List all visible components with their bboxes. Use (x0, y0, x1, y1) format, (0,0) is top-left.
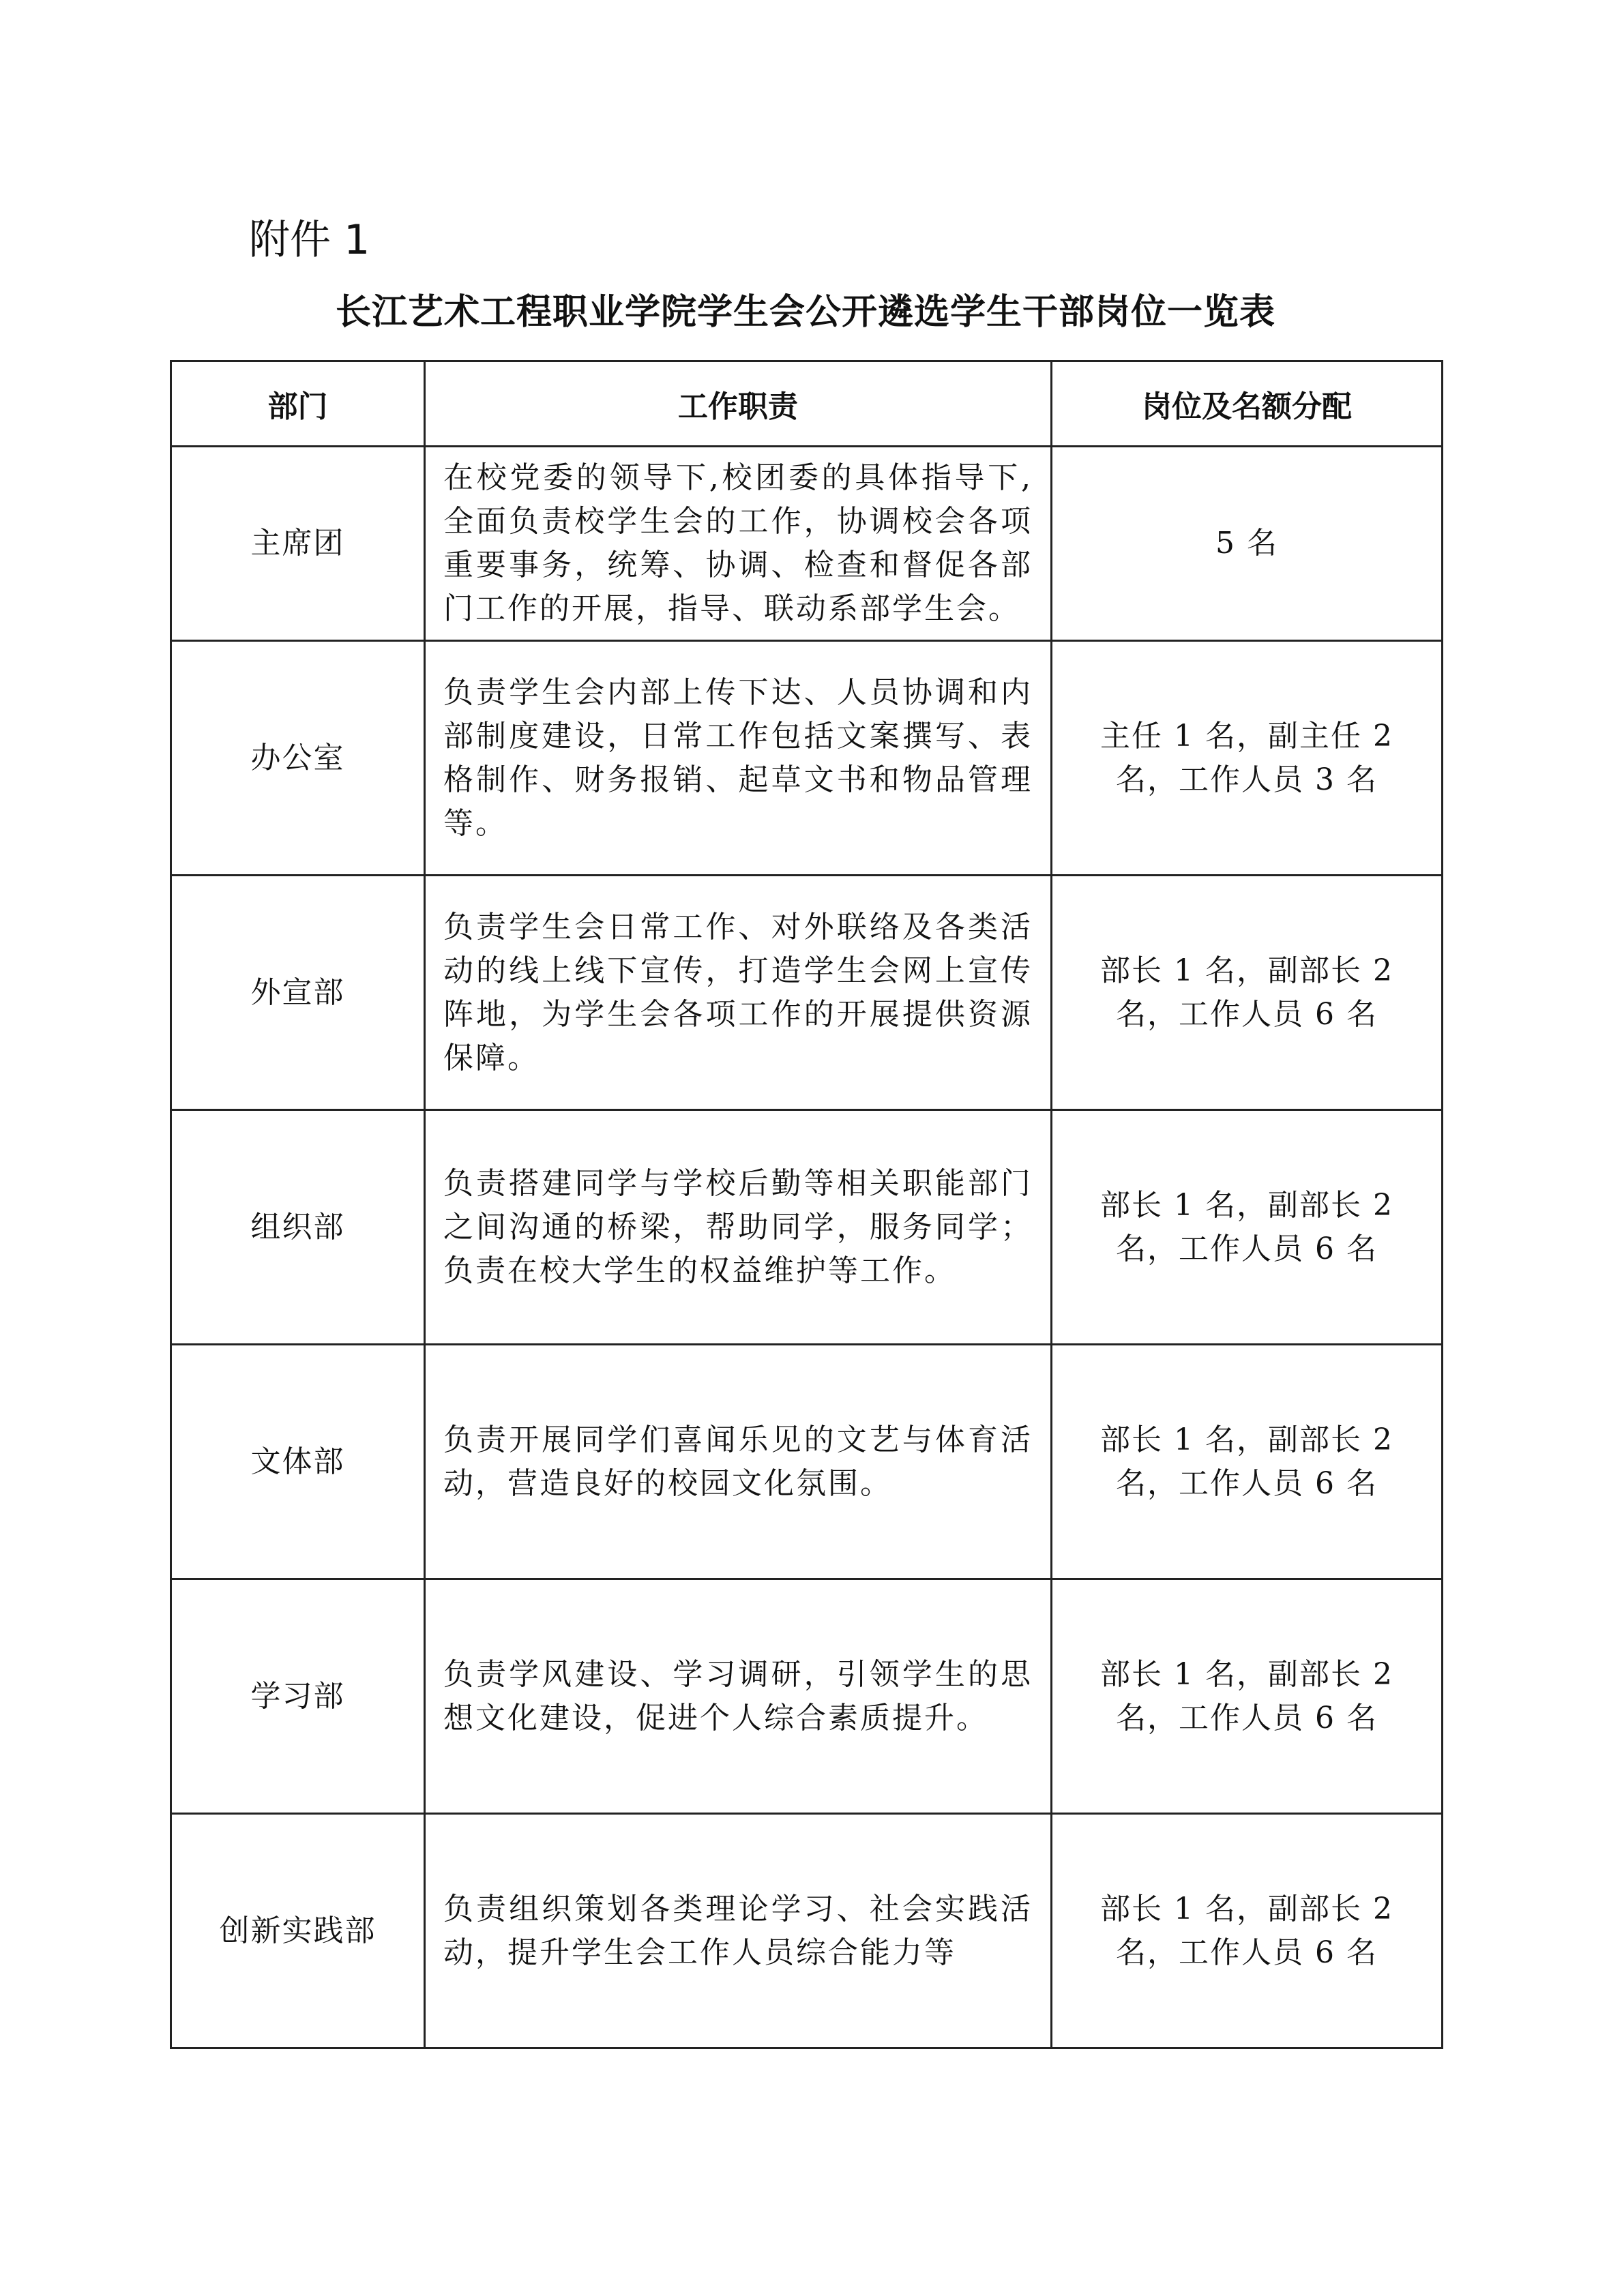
quota-cell: 部长 1 名，副部长 2 名，工作人员 6 名 (1052, 1579, 1443, 1814)
quota-cell: 5 名 (1052, 447, 1443, 641)
header-quota: 岗位及名额分配 (1052, 361, 1443, 447)
department-cell: 学习部 (171, 1579, 425, 1814)
duties-cell: 负责组织策划各类理论学习、社会实践活动，提升学生会工作人员综合能力等 (425, 1814, 1052, 2048)
department-cell: 办公室 (171, 641, 425, 876)
department-cell: 文体部 (171, 1345, 425, 1579)
quota-cell: 部长 1 名，副部长 2 名，工作人员 6 名 (1052, 876, 1443, 1110)
quota-cell: 部长 1 名，副部长 2 名，工作人员 6 名 (1052, 1345, 1443, 1579)
department-cell: 创新实践部 (171, 1814, 425, 2048)
department-cell: 外宣部 (171, 876, 425, 1110)
table-row (171, 876, 1443, 1110)
table-row (171, 447, 1443, 641)
duties-cell: 负责学生会日常工作、对外联络及各类活动的线上线下宣传，打造学生会网上宣传阵地，为学生会各项工作的开展提供资源保障。 (425, 876, 1052, 1110)
department-cell: 组织部 (171, 1110, 425, 1345)
quota-cell: 主任 1 名，副主任 2 名，工作人员 3 名 (1052, 641, 1443, 876)
header-duties: 工作职责 (425, 361, 1052, 447)
duties-cell: 负责学生会内部上传下达、人员协调和内部制度建设，日常工作包括文案撰写、表格制作、财务报销、起草文书和物品管理等。 (425, 641, 1052, 876)
duties-cell: 在校党委的领导下,校团委的具体指导下,全面负责校学生会的工作，协调校会各项重要事务，统筹、协调、检查和督促各部门工作的开展，指导、联动系部学生会。 (425, 447, 1052, 641)
table-row (171, 641, 1443, 876)
table-row (171, 1814, 1443, 2048)
positions-table (170, 360, 1443, 2049)
table-row (171, 1345, 1443, 1579)
table-row (171, 1110, 1443, 1345)
duties-cell: 负责开展同学们喜闻乐见的文艺与体育活动，营造良好的校园文化氛围。 (425, 1345, 1052, 1579)
document-title: 长江艺术工程职业学院学生会公开遴选学生干部岗位一览表 (335, 291, 1275, 333)
table-row (171, 1579, 1443, 1814)
quota-cell: 部长 1 名，副部长 2 名，工作人员 6 名 (1052, 1110, 1443, 1345)
department-cell: 主席团 (171, 447, 425, 641)
attachment-label: 附件 1 (249, 216, 370, 264)
quota-cell: 部长 1 名，副部长 2 名，工作人员 6 名 (1052, 1814, 1443, 2048)
table-header-row (171, 361, 1443, 447)
duties-cell: 负责学风建设、学习调研，引领学生的思想文化建设，促进个人综合素质提升。 (425, 1579, 1052, 1814)
duties-cell: 负责搭建同学与学校后勤等相关职能部门之间沟通的桥梁，帮助同学，服务同学；负责在校大学生的权益维护等工作。 (425, 1110, 1052, 1345)
header-department: 部门 (171, 361, 425, 447)
